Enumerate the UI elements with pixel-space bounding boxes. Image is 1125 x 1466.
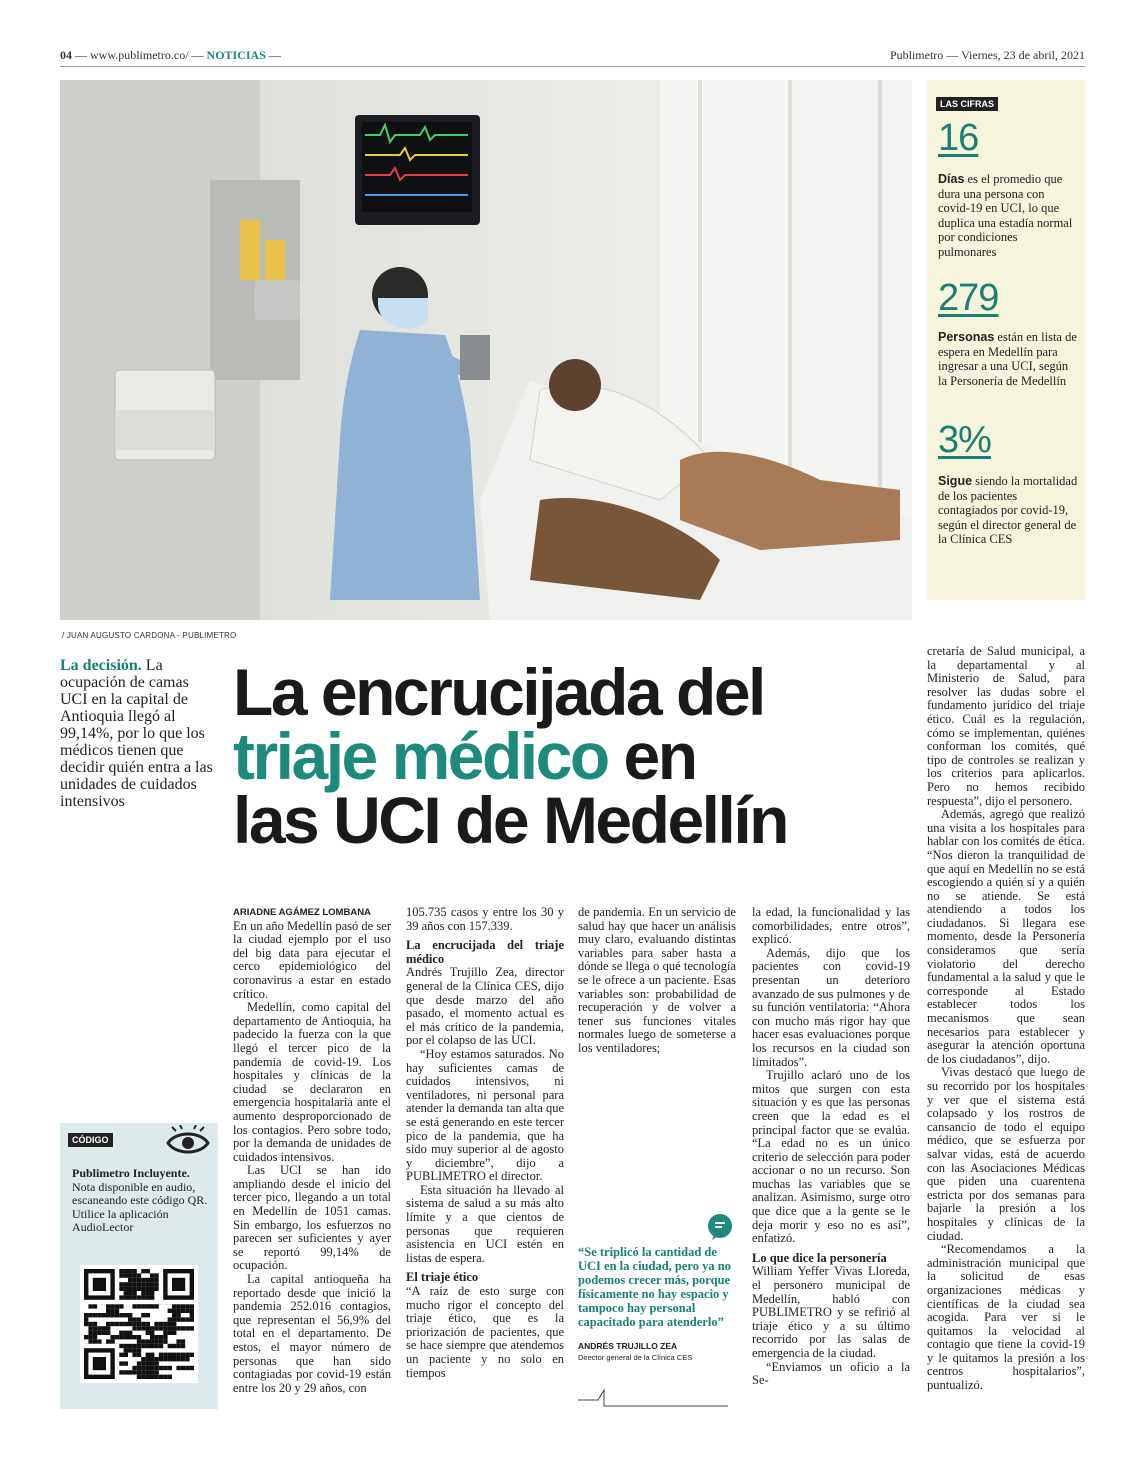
- codigo-lead: Publimetro Incluyente.: [72, 1166, 190, 1180]
- decision-lead: La decisión.: [60, 657, 142, 674]
- paragraph: Medellín, como capital del departamento de Antioquia, ha padecido la fuerza con la que llegó el tercer pico de la pandemia de covid-19. Los hospitales y clínicas de la ciudad se declararon en emergencia hospitalaria ante el aumento desproporcionado de los contagios. Pero sobre todo, por la demanda de unidades de cuidados intensivos.: [233, 1000, 391, 1164]
- paragraph: 105.735 casos y entre los 30 y 39 años con 157.339.: [406, 905, 564, 933]
- paragraph: Vivas destacó que luego de su recorrido por los hospitales y ver que el sistema está colapsado y los rostros de cansancio de todo el equipo médico, que se esfuerza por salvar vidas, está de acuerdo con las Asociaciones Médicas que piden una cuarentena estricta por dos semanas para bajarle la presión a los hospitales y clínicas de la ciudad.: [927, 1065, 1085, 1243]
- paragraph: Trujillo aclaró uno de los mitos que surgen con esta situación y es que las personas creen que la edad es el principal factor que se evalúa. “La edad no es un único criterio de selección para poder accionar o no un recurso. Son muchas las variables que se analizan. Asimismo, surge otro que dice que a la gente se le deja morir y eso no es así”, enfatizó.: [752, 1068, 910, 1246]
- cifra-lead: Días: [938, 172, 965, 186]
- section-suffix: —: [268, 48, 281, 62]
- quote-text: “Se triplicó la cantidad de UCI en la ciudad, pero ya no podemos crecer más, porque físicamente no hay espacio y tampoco hay personal capacitado para atenderlo”: [578, 1245, 731, 1329]
- paragraph: En un año Medellín pasó de ser la ciudad ejemplo por el uso del big data para ejecutar el cerco epidemiológico del coronavirus a estar en estado crítico.: [233, 918, 391, 1001]
- article-column-4: [752, 906, 910, 1388]
- codigo-tag: CÓDIGO: [68, 1133, 113, 1147]
- headline-line2: [233, 719, 893, 793]
- speech-bubble-icon: [706, 1213, 734, 1241]
- cifras-tag: LAS CIFRAS: [936, 97, 998, 111]
- paragraph: la edad, la funcionalidad y las comorbilidades, entre otros”, explicó.: [752, 905, 910, 947]
- section-name: NOTICIAS: [206, 48, 266, 62]
- decision-summary: [60, 657, 220, 810]
- quote-role: Director general de la Clínica CES: [578, 1353, 693, 1362]
- qr-code[interactable]: [80, 1265, 198, 1383]
- cifra-number: 3%: [938, 419, 991, 461]
- paragraph: William Yeffer Vivas Lloreda, el personero municipal de Medellín, habló con PUBLIMETRO y se refirió al triaje ético y a su último recorrido por las salas de emergencia de la ciudad.: [752, 1264, 910, 1360]
- cifra-lead: Personas: [938, 330, 995, 344]
- paragraph: “A raíz de esto surge con mucho rigor el concepto del triaje ético, que es la priorización de pacientes, que se hace siempre que atendemos un paciente y no solo en tiempos: [406, 1284, 564, 1380]
- decision-text: La ocupación de camas UCI en la capital de Antioquia llegó al 99,14%, por lo que los médicos tienen que decidir quién entra a las unidades de cuidados intensivos: [60, 657, 213, 810]
- cifra-description: [938, 474, 1078, 547]
- article-column-5: [927, 645, 1085, 1393]
- header-left: [60, 48, 281, 63]
- qr-code-graphic: [84, 1269, 194, 1379]
- cifra-text: es el promedio que dura una persona con covid-19 en UCI, lo que duplica una estadía normal por condiciones pulmonares: [938, 172, 1073, 259]
- site-url: — www.publimetro.co/ —: [75, 48, 204, 62]
- header-rule: [60, 66, 1085, 67]
- cifra-number: 16: [938, 117, 979, 159]
- paragraph: “Hoy estamos saturados. No hay suficientes camas de cuidados intensivos, ni ventiladores, ni personal para atender la demanda tan alta que se está generando en este tercer pico de la pandemia, que ha sido muy superior al de agosto y diciembre”, dijo a PUBLIMETRO el director.: [406, 1046, 564, 1184]
- pull-quote: [578, 1213, 736, 1362]
- article-column-2: [406, 906, 564, 1380]
- paragraph: Además, dijo que los pacientes con covid-19 presentan un deterioro avanzado de sus pulmones y de su función ventilatoria: “Ahora con mucho más rigor hay que hacer esas evaluaciones porque los recursos en la ciudad son limitados”.: [752, 945, 910, 1069]
- icu-scene-illustration: [60, 80, 912, 620]
- subheading: Lo que dice la personería: [752, 1250, 887, 1265]
- subheading: El triaje ético: [406, 1270, 479, 1285]
- paragraph: Además, agregó que realizó una visita a los hospitales para hablar con los comités de ética. “Nos dieron la tranquilidad de que aquí en Medellín no se está escogiendo a quién sí y a quién no se atiende. Se está atendiendo a todos los ciudadanos. Si llegara ese momento, desde la Personería consideramos que sería violatorio del derecho fundamental a la salud y que le corresponde al Estado establecer todos los mecanismos que sean necesarios para establecer y asegurar la atención oportuna de los ciudadanos”, dijo.: [927, 807, 1085, 1066]
- cifra-lead: Sigue: [938, 474, 973, 488]
- cifra-description: [938, 330, 1078, 388]
- headline-line1: La encrucijada del: [233, 655, 764, 729]
- headline: [233, 655, 893, 857]
- cifra-item: [938, 418, 1078, 547]
- article-column-3: [578, 906, 736, 1056]
- header-date: Publimetro — Viernes, 23 de abril, 2021: [889, 48, 1085, 62]
- paragraph: Andrés Trujillo Zea, director general de la Clínica CES, dijo que desde marzo del año pasado, el momento actual es el más crítico de la pandemia, por el colapso de las UCI.: [406, 965, 564, 1048]
- page-header: [60, 48, 1085, 66]
- cifra-item: [938, 276, 1078, 388]
- headline-line3: las UCI de Medellín: [233, 783, 787, 857]
- byline: ARIADNE AGÁMEZ LOMBANA: [233, 907, 371, 918]
- cifra-description: [938, 172, 1078, 259]
- codigo-description: [72, 1167, 212, 1235]
- cifra-text: siendo la mortalidad de los pacientes contagiados por covid-19, según el director general de la Clínica CES: [938, 474, 1078, 546]
- article-column-1: [233, 906, 391, 1395]
- headline-highlight: triaje médico: [233, 719, 608, 793]
- quote-divider: [578, 1388, 728, 1408]
- quote-author: ANDRÉS TRUJILLO ZEA: [578, 1341, 678, 1351]
- cifra-number: 279: [938, 277, 999, 319]
- paragraph: La capital antioqueña ha reportado desde que inició la pandemia 252.016 contagios, que representan el 56,9% del total en el departamento. De estos, el mayor número de personas que han sido contagiadas por covid-19 están entre los 20 y 29 años, con: [233, 1272, 391, 1395]
- page-number: 04: [60, 48, 72, 62]
- cifra-text: están en lista de espera en Medellín para ingresar a una UCI, según la Personería de Medellín: [938, 330, 1077, 388]
- main-photo: [60, 80, 912, 620]
- paragraph: “Recomendamos a la administración municipal que la solicitud de esas organizaciones médicas y científicas de la ciudad sea acogida. Para ver si le quitamos la velocidad al contagio que tiene la covid-19 y le quitamos la presión a los centros hospitalarios”, puntualizó.: [927, 1242, 1085, 1393]
- paragraph: “Enviamos un oficio a la Se-: [752, 1359, 910, 1388]
- codigo-text: Nota disponible en audio, escaneando este código QR. Utilice la aplicación AudioLector: [72, 1179, 208, 1234]
- paragraph: de pandemia. En un servicio de salud hay que hacer un análisis muy claro, evaluando distintas variables para saber hasta a dónde se llega o qué tecnología se le ofrece a un paciente. Esas variables son: probabilidad de recuperación y de volver a tener sus funciones vitales normales luego de someterse a los ventiladores;: [578, 905, 736, 1055]
- paragraph: Las UCI se han ido ampliando desde el inicio del tercer pico, llegando a un total en Medellín de 1051 camas. Sin embargo, los esfuerzos no parecen ser suficientes y ayer se reportó 99,14% de ocupación.: [233, 1163, 391, 1273]
- cifra-item: [938, 116, 1078, 259]
- cifras-box: [927, 80, 1085, 600]
- paragraph: Esta situación ha llevado al sistema de salud a su más alto límite y a que cientos de personas que requieren asistencia en UCI estén en listas de espera.: [406, 1182, 564, 1265]
- photo-credit: / JUAN AUGUSTO CARDONA - PUBLIMETRO: [62, 631, 237, 640]
- paragraph: cretaría de Salud municipal, a la departamental y al Ministerio de Salud, para resolver las dudas sobre el fundamento jurídico del triaje ético. Cuál es la regulación, cómo se implementan, quiénes conforman los comités, qué tipo de controles se realizan y los criterios para aplicarlos. Pero no hemos recibido respuesta”, dijo el personero.: [927, 644, 1085, 808]
- headline-line2-rest: en: [607, 719, 696, 793]
- eye-accessibility-icon: [166, 1125, 210, 1161]
- subheading: La encrucijada del triaje médico: [406, 938, 564, 966]
- codigo-box: [60, 1123, 218, 1409]
